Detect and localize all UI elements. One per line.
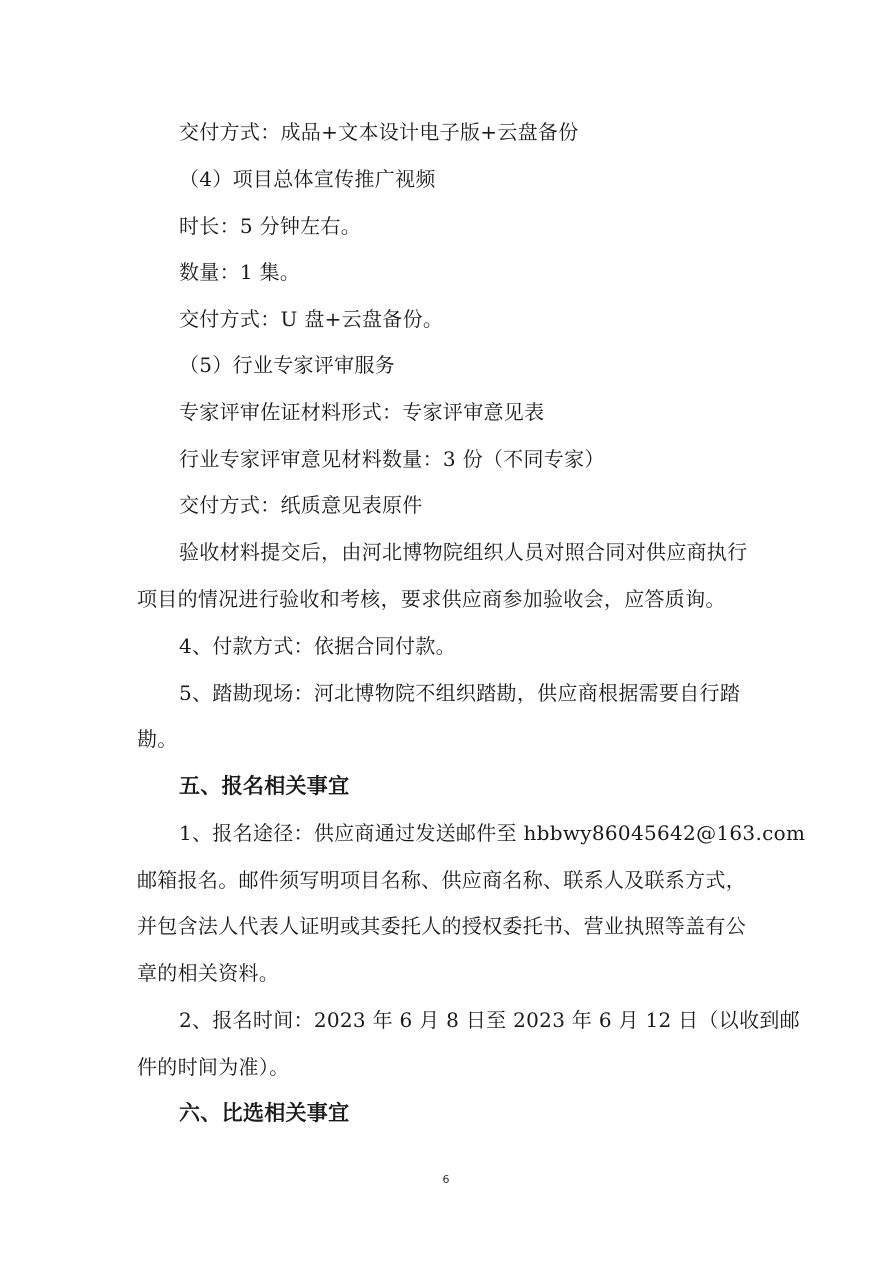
text-line: （4）项目总体宣传推广视频 xyxy=(179,167,436,191)
text-line: （5）行业专家评审服务 xyxy=(179,353,396,377)
text-line: 件的时间为准）。 xyxy=(137,1055,290,1079)
text-line: 4、付款方式：依据合同付款。 xyxy=(179,634,456,658)
text-line: 勘。 xyxy=(137,727,178,751)
text-line: 2、报名时间：2023 年 6 月 8 日至 2023 年 6 月 12 日（以收到邮 xyxy=(179,1008,800,1032)
text-line: 章的相关资料。 xyxy=(137,961,280,985)
text-line: 项目的情况进行验收和考核，要求供应商参加验收会，应答质询。 xyxy=(137,587,726,611)
text-line: 邮箱报名。邮件须写明项目名称、供应商名称、联系人及联系方式， xyxy=(137,868,746,892)
text-line: 时长：5 分钟左右。 xyxy=(179,214,362,238)
text-line: 验收材料提交后，由河北博物院组织人员对照合同对供应商执行 xyxy=(179,540,748,564)
text-line: 5、踏勘现场：河北博物院不组织踏勘，供应商根据需要自行踏 xyxy=(179,681,741,705)
page-number: 6 xyxy=(442,1173,450,1186)
section-heading: 五、报名相关事宜 xyxy=(179,773,350,798)
text-line: 交付方式：U 盘+云盘备份。 xyxy=(179,307,444,331)
text-line: 数量：1 集。 xyxy=(179,260,301,284)
text-line: 专家评审佐证材料形式：专家评审意见表 xyxy=(179,400,545,424)
text-line: 交付方式：成品+文本设计电子版+云盘备份 xyxy=(179,120,579,144)
text-line: 1、报名途径：供应商通过发送邮件至 hbbwy86045642@163.com xyxy=(179,821,806,845)
text-line: 并包含法人代表人证明或其委托人的授权委托书、营业执照等盖有公 xyxy=(137,914,746,938)
text-line: 交付方式：纸质意见表原件 xyxy=(179,493,423,517)
section-heading: 六、比选相关事宜 xyxy=(179,1100,350,1125)
text-line: 行业专家评审意见材料数量：3 份（不同专家） xyxy=(179,447,605,471)
